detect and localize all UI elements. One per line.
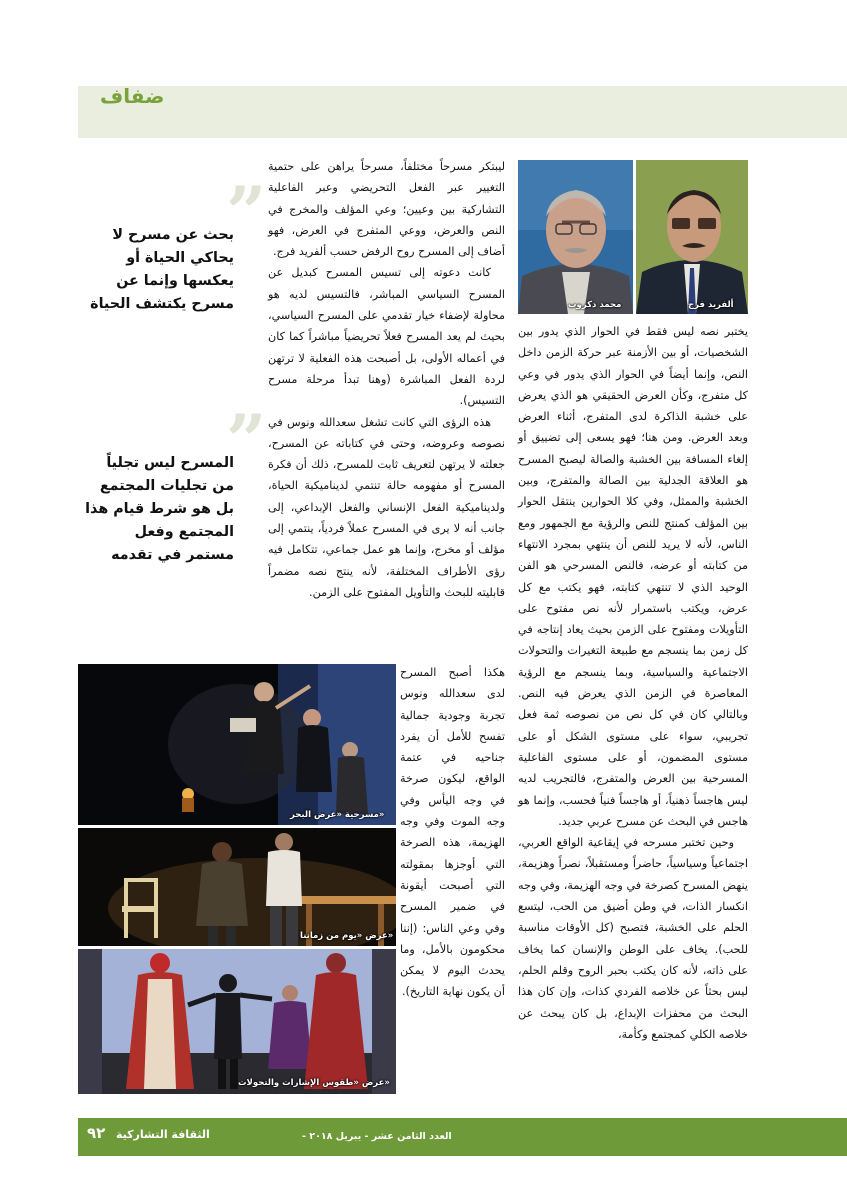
scene-photo-day-of-our-time — [78, 828, 396, 946]
scene-caption-day-of-our-time: عرض «يوم من زماننا» — [300, 931, 394, 941]
quote-mark-icon: ” — [226, 399, 267, 482]
paragraph: يختبر نصه ليس فقط في الحوار الذي يدور بين الشخصيات، أو بين الأزمنة عبر حركة الزمن داخل النص، وإنما أيضاً في الحوار الذي يدور في وعي كل متفرج، وكأن العرض الحقيقي هو الذي يعرض على خشبة الذاكرة لدى المتفرج، أثناء العرض وبعد العرض. ومن هنا؛ فهو يسعى إلى تضييق أو إلغاء المسافة بين الخشبة والصالة ليصبح المسرح هو العلاقة الجدلية بين الصالة والمتفرج، وبين الخشبة والممثل، وفي كلا الحوارين ينتقل الحوار بين المؤلف كمنتج للنص والرؤية مع الجمهور ومع الناس، لأنه لا يريد للنص أن ينتهي بمجرد الانتهاء من كتابته أو عرضه، فالنص المسرحي هو الفن الوحيد الذي لا تنتهي كتابته، فهو يكتب مع كل عرض، ويكتب باستمرار لأنه نص مفتوح على التأويلات ومفتوح على الزمن بحيث يعاد إنتاجه في كل زمن بما ينسجم مع طبيعة التغيرات والتحولات الاجتماعية والسياسية، وبما ينسجم مع الرؤية المعاصرة في الزمن الذي يعرض فيه النص. وبالتالي كان في كل نص من نصوصه ثمة فعل تجريبي، سواء على مستوى الشكل أو على مستوى المضمون، أو على مستوى الفاعلية المسرحية بين العرض والمتفرج، فالتجريب لديه ليس هاجساً ذهنياً، أو هاجساً فنياً فحسب، وإنما هو هاجس في البحث عن مسرح عربي جديد. — [518, 325, 748, 828]
article-column-right — [518, 321, 748, 1045]
scene-caption-rituals-signs: عرض «طقوس الإشارات والتحولات» — [238, 1078, 390, 1088]
portrait-photo-mohammed-dakroub — [518, 160, 633, 314]
portrait-caption-mohammed-dakroub: محمد دكروب — [568, 300, 622, 310]
scene-photo-sea-show — [78, 664, 396, 825]
magazine-name: الثقافة التشاركية — [116, 1128, 210, 1141]
page-number: ٩٢ — [87, 1124, 106, 1142]
paragraph: هذه الرؤى التي كانت تشغل سعدالله ونوس في نصوصه وعروضه، وحتى في كتاباته عن المسرح، جعلته لا يرتهن لتعريف ثابت للمسرح، ذلك أن فكرة المسرح أو مفهومه حالة تنتمي لديناميكية الحياة، ولديناميكية الفعل الإنساني والفعل الإبداعي، إلى جانب أنه لا يرى في المسرح عملاً فردياً، ينتمي إلى مؤلف أو مخرج، وإنما هو عمل جماعي، تتكامل فيه رؤى الأطراف المختلفة، لأنه ينتج نصه مضمراً قابليته للبحث والتأويل المفتوح على الزمن. — [268, 415, 505, 599]
scene-caption-sea-show: مسرحية «عرض البحر» — [290, 810, 385, 820]
header-band — [78, 86, 847, 138]
quote-mark-icon: ” — [226, 171, 267, 254]
paragraph: وحين تختبر مسرحه في إيقاعية الواقع العربي، اجتماعياً وسياسياً، حاضراً ومستقبلاً، نصراً وهزيمة، ينهض المسرح كصرخة في وجه الهزيمة، وفي وجه انكسار الذات، في وطن أضيق من الحب، ليتسع الحلم على الخشبة، فتصبح (كل الأوقات مناسبة للحب). يخاف على الوطن والإنسان كما يخاف على ذاته، لأنه كان يكتب بحبر الروح وقلم الحلم، ليس بحثاً عن خلاصه الفردي كذات، وإن كان هذا البحث من محفزات الإبداع، بل كان يبحث عن خلاصه الكلي كمجتمع وكأمة، — [518, 836, 748, 1041]
portrait-caption-alfred-farag: ألفريد فرج — [688, 300, 734, 310]
paragraph: هكذا أصبح المسرح لدى سعدالله ونوس تجربة وجودية جمالية تفسح للأمل أن يفرد جناحيه في عتمة الواقع، ليكون صرخة في وجه اليأس وفي وجه الموت وفي وجه الهزيمة، هذه الصرخة التي أوجزها بمقولته التي أصبحت أيقونة في ضمير المسرح وفي وعي الناس: (إننا محكومون بالأمل، وما يحدث اليوم لا يمكن أن يكون نهاية التاريخ). — [400, 666, 505, 999]
issue-info: العدد الثامن عشر - يبريل ٢٠١٨ - — [302, 1131, 452, 1142]
section-title: ضفاف — [100, 84, 165, 108]
article-column-middle — [268, 156, 505, 603]
article-column-narrow — [400, 662, 505, 1003]
paragraph: ليبتكر مسرحاً مختلفاً، مسرحاً يراهن على حتمية التغيير عبر الفعل التحريضي وعبر الفاعلية التشاركية بين وعيين؛ وعي المؤلف والمخرج في النص والعرض، ووعي المتفرج في العرض، فهو أضاف إلى المسرح روح الرفض حسب ألفريد فرج. — [268, 160, 505, 259]
pull-quote-2: المسرح ليس تجلياً من تجليات المجتمع بل هو شرط قيام هذا المجتمع وفعل مستمر في تقدمه — [85, 455, 234, 563]
pull-quote-1: بحث عن مسرح لا يحاكي الحياة أو يعكسها وإنما عن مسرح يكتشف الحياة — [90, 227, 234, 312]
portrait-photo-alfred-farag — [636, 160, 748, 314]
scene-photo-rituals-signs — [78, 949, 396, 1094]
paragraph: كانت دعوته إلى تسيس المسرح كبديل عن المسرح السياسي المباشر، فالتسيس لديه هو محاولة لإضفاء خيار تقدمي على المسرح السياسي، بحيث لم يعد المسرح فعلاً تحريضياً مباشراً كما كان في أعماله الأولى، بل أصبحت هذه الفعلية لا ترتهن لردة الفعل المباشرة (وهنا تبدأ مرحلة مسرح التسيس). — [268, 266, 505, 408]
